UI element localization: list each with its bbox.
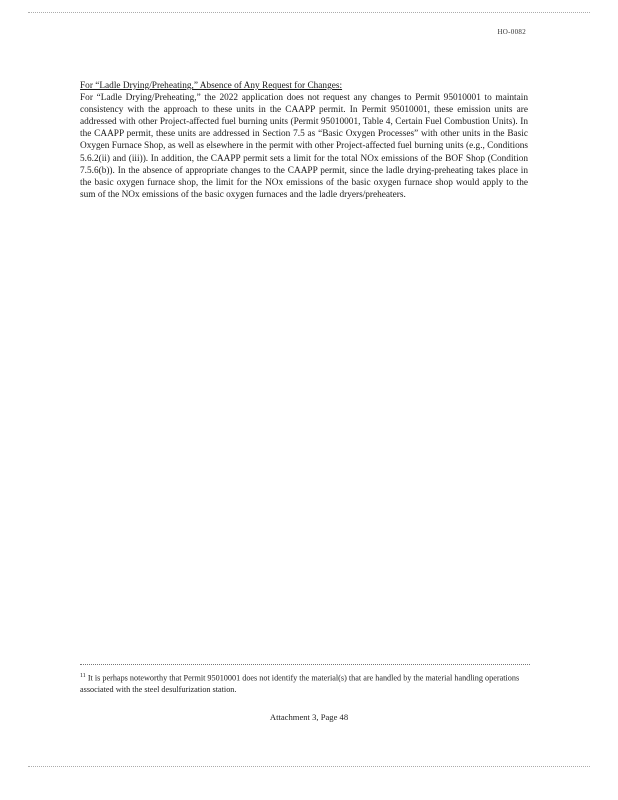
document-id: HO-0082 bbox=[497, 28, 526, 36]
scan-edge-bottom bbox=[28, 766, 590, 769]
footnote-text: It is perhaps noteworthy that Permit 95010001 does not identify the material(s) that are handled by the material handling operations associated with the steel desulfurization station. bbox=[80, 673, 520, 695]
footnote-divider bbox=[80, 664, 530, 665]
document-body bbox=[80, 80, 528, 201]
page-label: Attachment 3, Page 48 bbox=[269, 712, 349, 722]
section-heading-underlined: For “Ladle Drying/Preheating,” bbox=[80, 81, 198, 91]
scan-edge-top bbox=[28, 12, 590, 15]
footnote-marker: 11 bbox=[80, 673, 86, 679]
footnote bbox=[80, 671, 520, 696]
section-paragraph: For “Ladle Drying/Preheating,” the 2022 application does not request any changes to Permit 95010001 to maintain consistency with the approach to these units in the CAAPP permit. In Permit 95010001, these emission units are addressed with other Project-affected fuel burning units (Permit 95010001, Table 4, Certain Fuel Combustion Units). In the CAAPP permit, these units are addressed in Section 7.5 as “Basic Oxygen Processes” with other units in the Basic Oxygen Furnace Shop, as well as elsewhere in the permit with other Project-affected fuel burning units (e.g., Conditions 5.6.2(ii) and (iii)). In addition, the CAAPP permit sets a limit for the total NOx emissions of the BOF Shop (Condition 7.5.6(b)). In the absence of appropriate changes to the CAAPP permit, since the ladle drying-preheating takes place in the basic oxygen furnace shop, the limit for the NOx emissions of the basic oxygen furnace shop would apply to the sum of the NOx emissions of the basic oxygen furnaces and the ladle dryers/preheaters. bbox=[80, 93, 528, 200]
section-heading bbox=[80, 80, 528, 92]
section-heading-rest: Absence of Any Request for Changes: bbox=[197, 81, 343, 91]
